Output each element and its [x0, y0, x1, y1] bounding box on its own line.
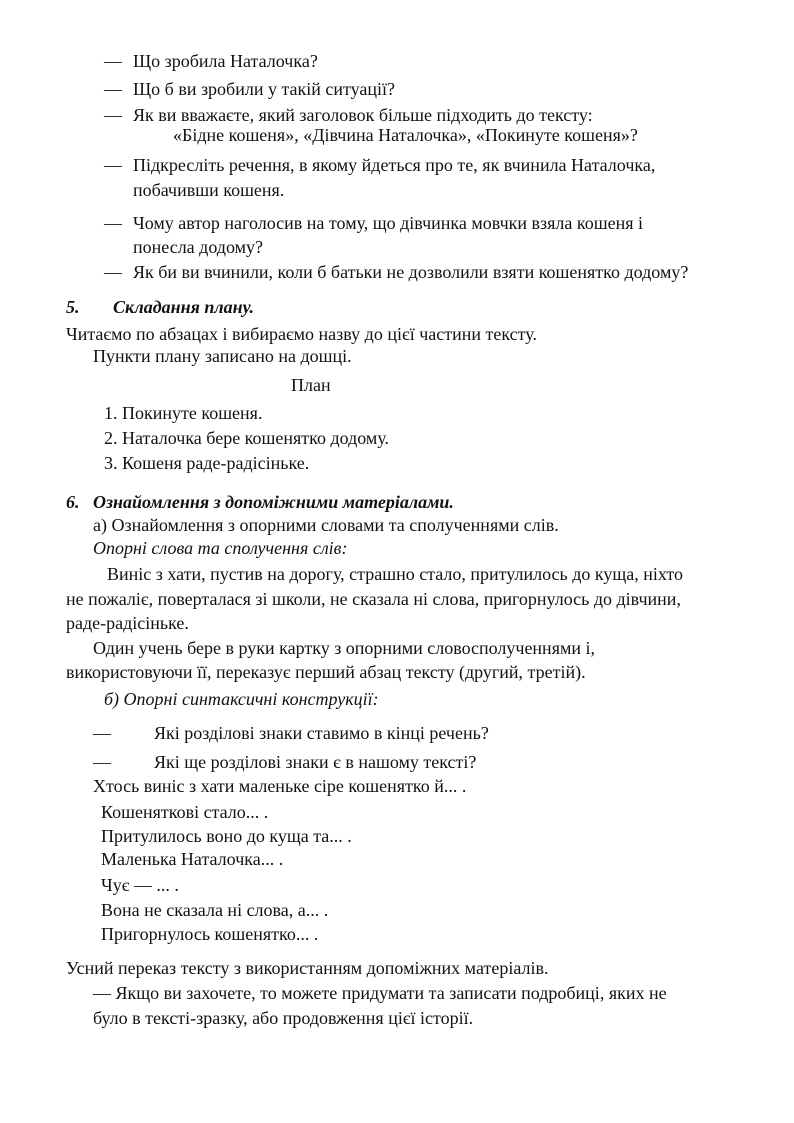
- bullet-dash: —: [104, 262, 122, 282]
- bullet-dash: —: [93, 723, 111, 743]
- bullet-dash: —: [104, 213, 122, 233]
- bullet-dash: —: [93, 752, 111, 772]
- section-title: Складання плану.: [113, 297, 255, 317]
- section-number: 5.: [66, 297, 80, 317]
- plan-item: 3. Кошеня раде-радісіньке.: [104, 453, 310, 473]
- section-number: 6.: [66, 492, 80, 512]
- support-words: раде-радісіньке.: [66, 613, 189, 633]
- question-line-cont: побачивши кошеня.: [133, 180, 285, 200]
- plan-item: 1. Покинуте кошеня.: [104, 403, 263, 423]
- paragraph: Один учень бере в руки картку з опорними словосполученнями і,: [93, 638, 595, 658]
- construction-line: Чує — ... .: [101, 875, 179, 895]
- question-line-cont: понесла додому?: [133, 237, 263, 257]
- support-words: Виніс з хати, пустив на дорогу, страшно стало, притулилось до куща, ніхто: [107, 564, 684, 584]
- bullet-dash: —: [104, 155, 122, 175]
- construction-line: Маленька Наталочка... .: [101, 849, 284, 869]
- subsection-a: а) Ознайомлення з опорними словами та сполученнями слів.: [93, 515, 559, 535]
- bullet-dash: —: [104, 51, 122, 71]
- title-options: «Бідне кошеня», «Дівчина Наталочка», «Покинуте кошеня»?: [173, 125, 638, 145]
- question-line: Які ще розділові знаки є в нашому тексті?: [154, 752, 477, 772]
- construction-line: Пригорнулось кошенятко... .: [101, 924, 319, 944]
- question-line: Що б ви зробили у такій ситуації?: [133, 79, 396, 99]
- construction-line: Вона не сказала ні слова, а... .: [101, 900, 329, 920]
- support-words: не пожаліє, поверталася зі школи, не сказала ні слова, пригорнулось до дівчини,: [66, 589, 681, 609]
- subsection-b: б) Опорні синтаксичні конструкції:: [104, 689, 379, 709]
- question-line: Чому автор наголосив на тому, що дівчинка мовчки взяла кошеня і: [133, 213, 643, 233]
- question-line: Що зробила Наталочка?: [133, 51, 318, 71]
- plan-heading: План: [291, 375, 331, 395]
- section-title: Ознайомлення з допоміжними матеріалами.: [93, 492, 454, 512]
- bullet-dash: —: [104, 105, 122, 125]
- paragraph: — Якщо ви захочете, то можете придумати та записати подробиці, яких не: [93, 983, 667, 1003]
- question-line: Підкресліть речення, в якому йдеться про те, як вчинила Наталочка,: [133, 155, 656, 175]
- paragraph: Пункти плану записано на дошці.: [93, 346, 352, 366]
- subsection-a-label: Опорні слова та сполучення слів:: [93, 538, 348, 558]
- plan-item: 2. Наталочка бере кошенятко додому.: [104, 428, 390, 448]
- construction-line: Притулилось воно до куща та... .: [101, 826, 352, 846]
- construction-line: Хтось виніс з хати маленьке сіре кошенятко й... .: [93, 776, 467, 796]
- paragraph: Усний переказ тексту з використанням допоміжних матеріалів.: [66, 958, 549, 978]
- paragraph: Читаємо по абзацах і вибираємо назву до цієї частини тексту.: [66, 324, 537, 344]
- question-line: Які розділові знаки ставимо в кінці речень?: [154, 723, 489, 743]
- construction-line: Кошеняткові стало... .: [101, 802, 269, 822]
- bullet-dash: —: [104, 79, 122, 99]
- paragraph: використовуючи її, переказує перший абзац тексту (другий, третій).: [66, 662, 586, 682]
- question-line: Як ви вважаєте, який заголовок більше підходить до тексту:: [133, 105, 593, 125]
- question-line: Як би ви вчинили, коли б батьки не дозволили взяти кошенятко додому?: [133, 262, 689, 282]
- paragraph: було в тексті-зразку, або продовження цієї історії.: [93, 1008, 474, 1028]
